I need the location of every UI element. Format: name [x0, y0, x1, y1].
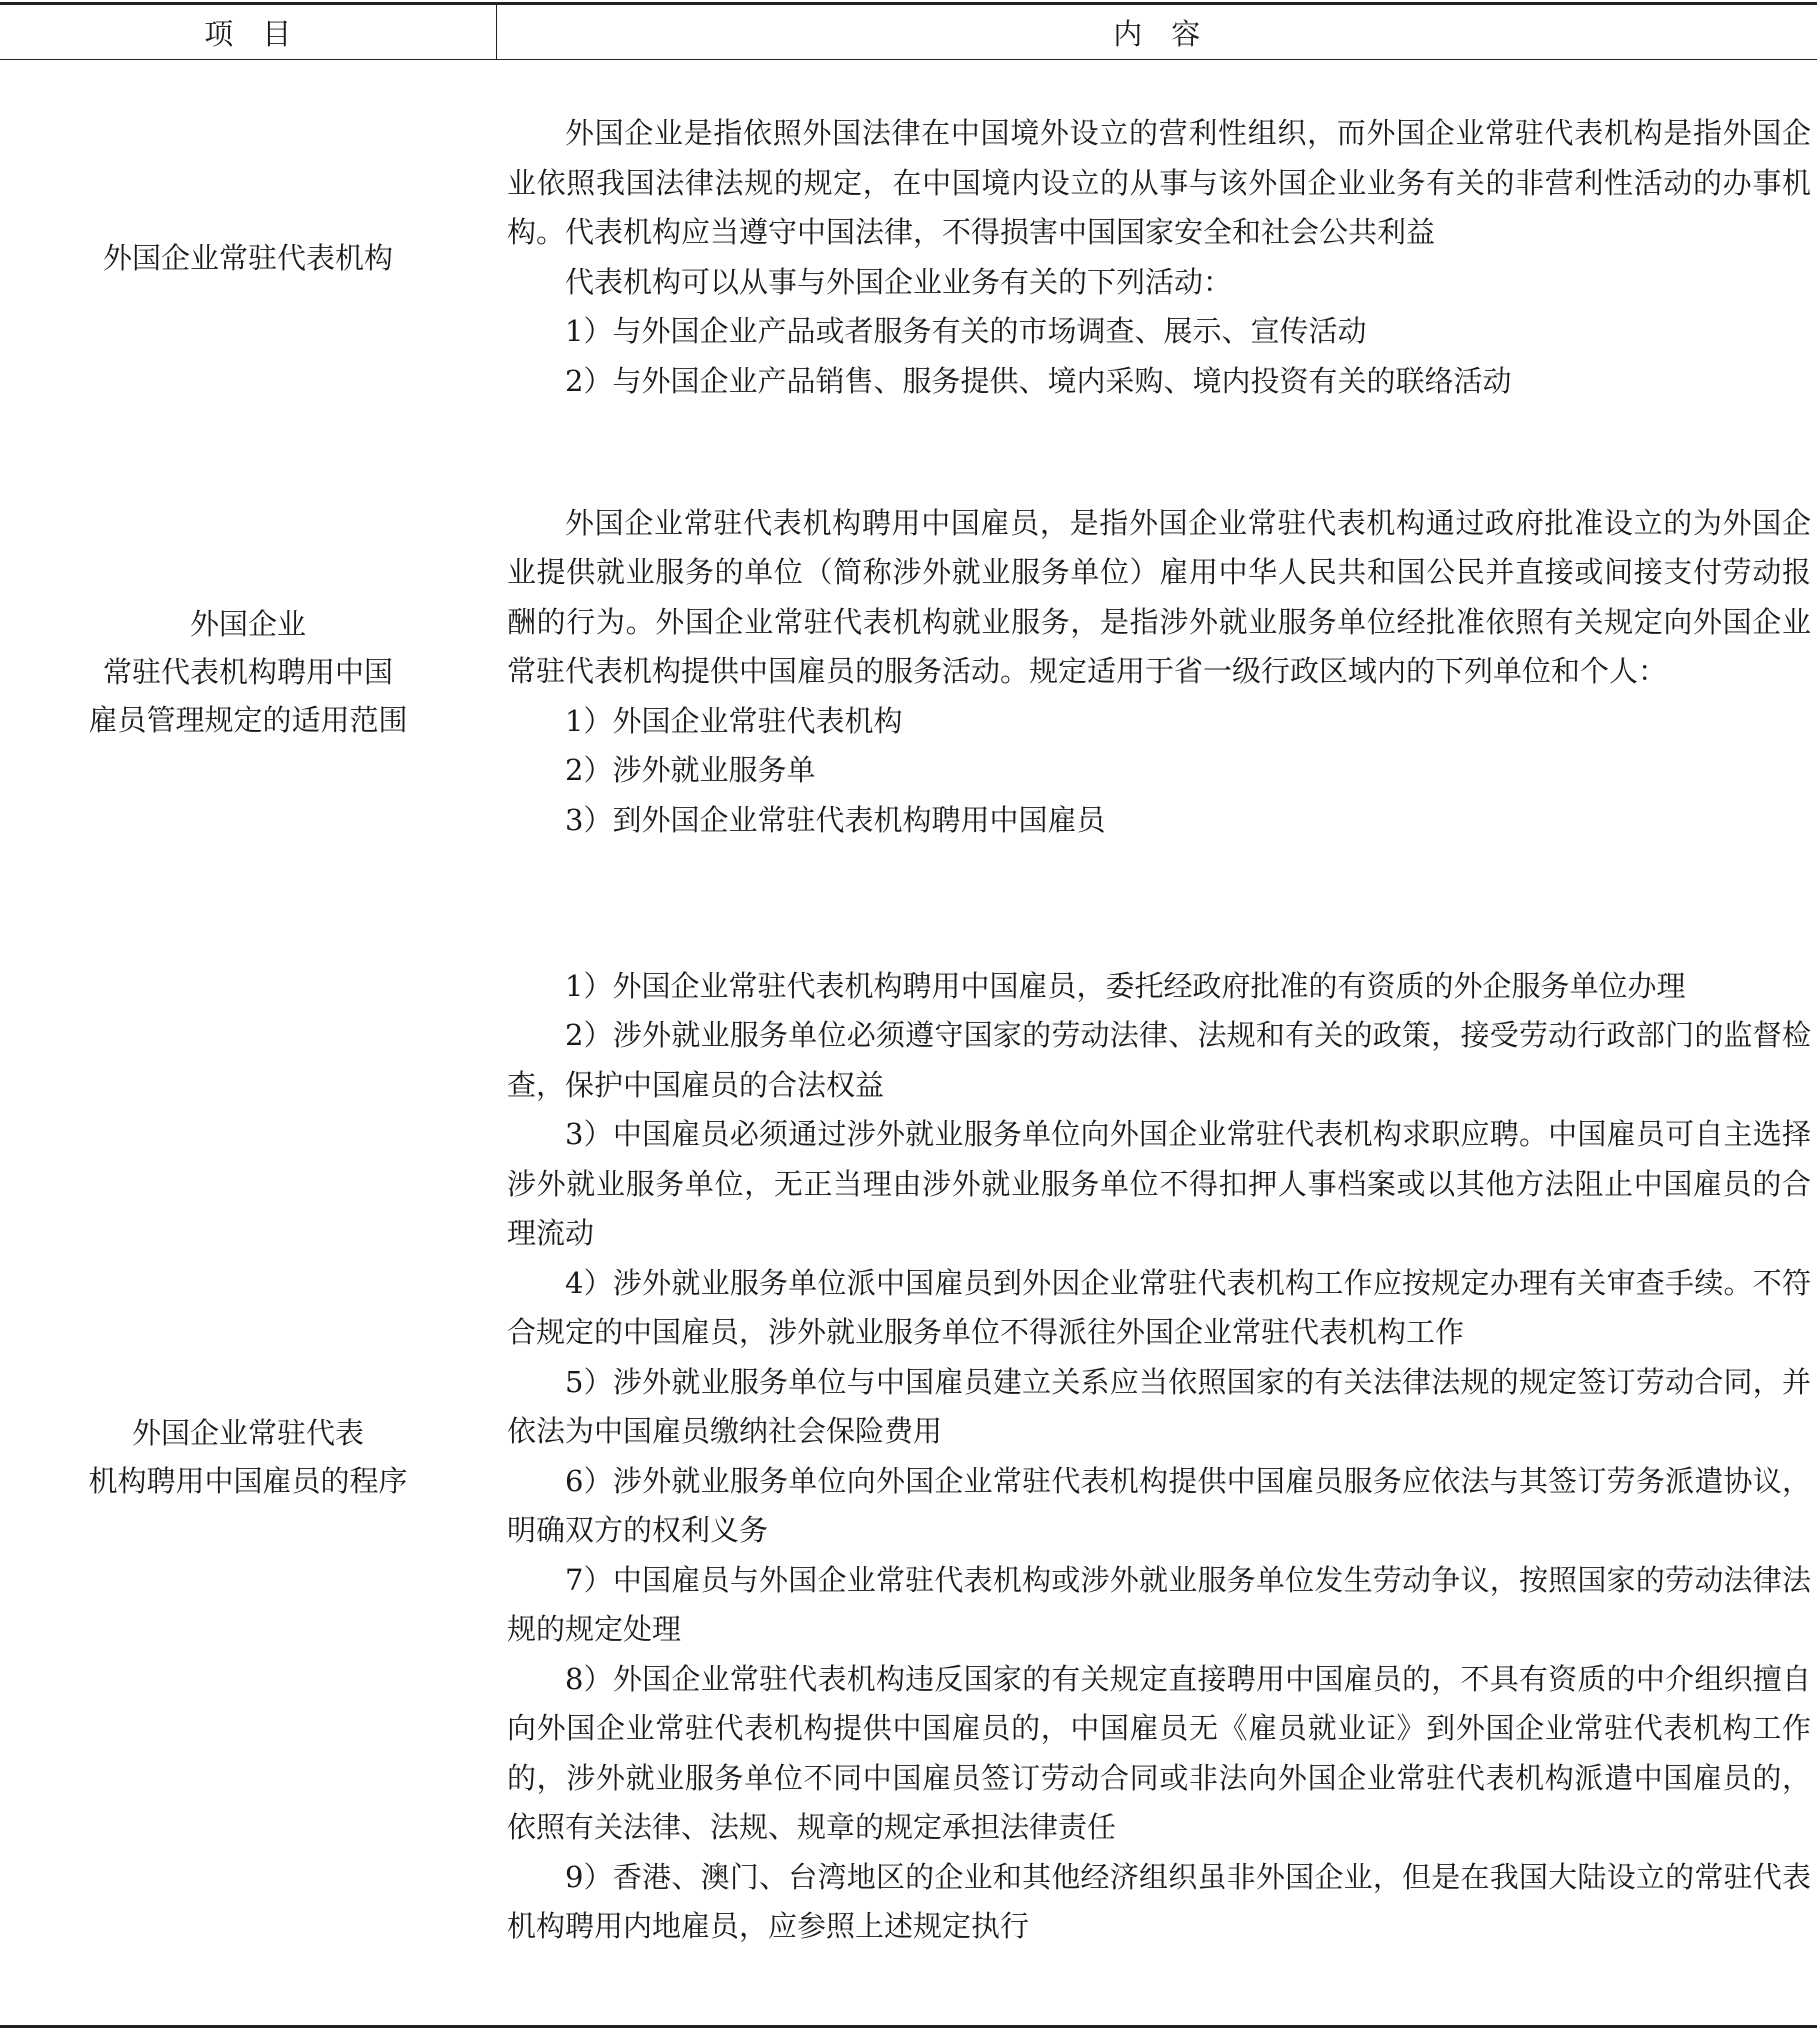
row-content-cell — [496, 889, 1817, 2027]
item-label-line: 机构聘用中国雇员的程序 — [88, 1463, 408, 1498]
item-label-line: 外国企业常驻代表 — [131, 1415, 364, 1450]
content-list-item: 1）与外国企业产品或者服务有关的市场调查、展示、宣传活动 — [565, 314, 1367, 349]
row-content-cell — [496, 60, 1817, 456]
content-list-item: 1）外国企业常驻代表机构 — [565, 703, 903, 738]
content-list-item: 5）涉外就业服务单位与中国雇员建立关系应当依照国家的有关法律法规的规定签订劳动合同，并依法为中国雇员缴纳社会保险费用 — [507, 1364, 1811, 1449]
content-list-item: 2）与外国企业产品销售、服务提供、境内采购、境内投资有关的联络活动 — [565, 363, 1512, 398]
header-content: 内 容 — [496, 4, 1817, 60]
content-list-item: 2）涉外就业服务单 — [565, 753, 816, 788]
content-list-item: 7）中国雇员与外国企业常驻代表机构或涉外就业服务单位发生劳动争议，按照国家的劳动法律法规的规定处理 — [507, 1562, 1811, 1647]
content-list-item: 8）外国企业常驻代表机构违反国家的有关规定直接聘用中国雇员的，不具有资质的中介组织擅自向外国企业常驻代表机构提供中国雇员的，中国雇员无《雇员就业证》到外国企业常驻代表机构工作的，涉外就业服务单位不同中国雇员签订劳动合同或非法向外国企业常驻代表机构派遣中国雇员的，依照有关法律、法规、规章的规定承担法律责任 — [507, 1661, 1811, 1845]
row-item-cell — [0, 456, 496, 889]
content-paragraph: 代表机构可以从事与外国企业业务有关的下列活动： — [565, 264, 1233, 299]
content-paragraph: 外国企业常驻代表机构聘用中国雇员，是指外国企业常驻代表机构通过政府批准设立的为外国企业提供就业服务的单位（简称涉外就业服务单位）雇用中华人民共和国公民并直接或间接支付劳动报酬的行为。外国企业常驻代表机构就业服务，是指涉外就业服务单位经批准依照有关规定向外国企业常驻代表机构提供中国雇员的服务活动。规定适用于省一级行政区域内的下列单位和个人： — [507, 505, 1811, 689]
content-list-item: 2）涉外就业服务单位必须遵守国家的劳动法律、法规和有关的政策，接受劳动行政部门的监督检查，保护中国雇员的合法权益 — [507, 1018, 1811, 1102]
item-label-line: 常驻代表机构聘用中国 — [102, 655, 393, 689]
content-paragraph: 外国企业是指依照外国法律在中国境外设立的营利性组织，而外国企业常驻代表机构是指外国企业依照我国法律法规的规定，在中国境内设立的从事与该外国企业业务有关的非营利性活动的办事机构。代表机构应当遵守中国法律，不得损害中国国家安全和社会公共利益 — [507, 116, 1811, 250]
table-header-row — [0, 4, 1817, 60]
content-list-item: 6）涉外就业服务单位向外国企业常驻代表机构提供中国雇员服务应依法与其签订劳务派遣协议，明确双方的权利义务 — [507, 1463, 1811, 1548]
regulation-table — [0, 2, 1817, 2028]
content-list-item: 9）香港、澳门、台湾地区的企业和其他经济组织虽非外国企业，但是在我国大陆设立的常驻代表机构聘用内地雇员，应参照上述规定执行 — [507, 1859, 1811, 1944]
content-list-item: 4）涉外就业服务单位派中国雇员到外因企业常驻代表机构工作应按规定办理有关审查手续。不符合规定的中国雇员，涉外就业服务单位不得派往外国企业常驻代表机构工作 — [507, 1265, 1811, 1350]
item-label-line: 外国企业 — [189, 607, 306, 641]
header-item: 项 目 — [0, 4, 496, 60]
table-row — [0, 60, 1817, 456]
content-list-item: 1）外国企业常驻代表机构聘用中国雇员，委托经政府批准的有资质的外企服务单位办理 — [565, 968, 1686, 1003]
row-item-cell — [0, 889, 496, 2027]
row-item-cell — [0, 60, 496, 456]
row-content-cell — [496, 456, 1817, 889]
table-row — [0, 889, 1817, 2027]
item-label-line: 雇员管理规定的适用范围 — [88, 703, 408, 737]
table-row — [0, 456, 1817, 889]
item-label-line: 外国企业常驻代表机构 — [102, 240, 393, 275]
content-list-item: 3）中国雇员必须通过涉外就业服务单位向外国企业常驻代表机构求职应聘。中国雇员可自主选择涉外就业服务单位，无正当理由涉外就业服务单位不得扣押人事档案或以其他方法阻止中国雇员的合理流动 — [507, 1117, 1811, 1251]
content-list-item: 3）到外国企业常驻代表机构聘用中国雇员 — [565, 802, 1106, 837]
